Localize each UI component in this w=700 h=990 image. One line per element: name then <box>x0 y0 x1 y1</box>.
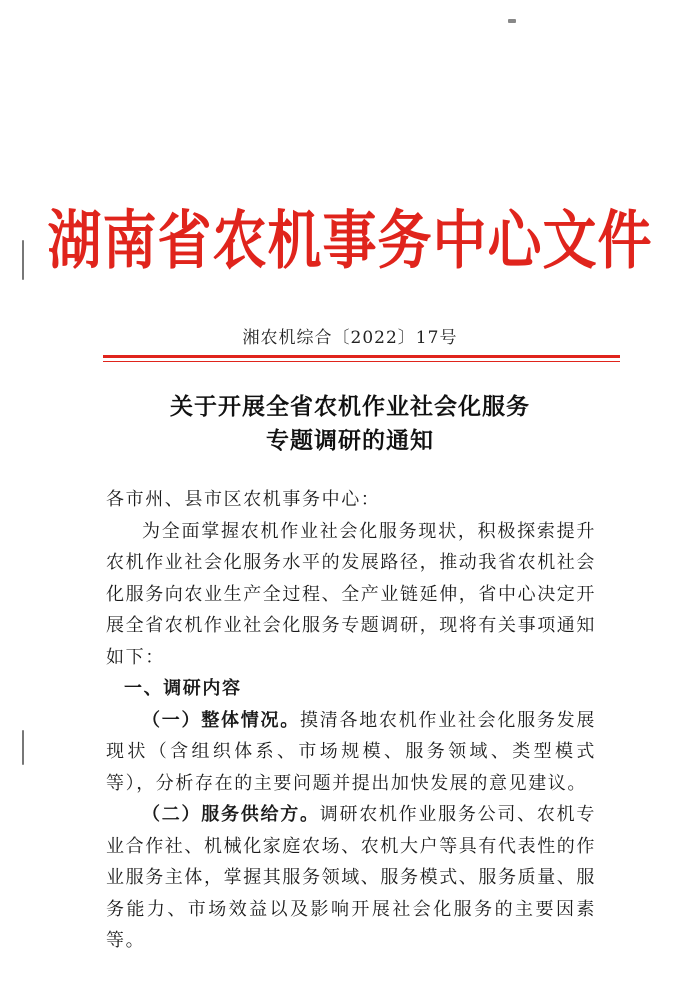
scan-mark <box>508 19 516 23</box>
item-1-text: 摸清各地农机作业社会化服务发展现状（含组织体系、市场规模、服务领域、类型模式等），分析存在的主要问题并提出加快发展的意见建议。 <box>106 709 596 794</box>
addressee: 各市州、县市区农机事务中心： <box>106 489 381 510</box>
notice-title-line-1: 关于开展全省农机作业社会化服务 <box>170 393 530 420</box>
item-2-text: 调研农机作业服务公司、农机专业合作社、机械化家庭农场、农机大户等具有代表性的作业服务主体，掌握其服务领域、服务模式、服务质量、服务能力、市场效益以及影响开展社会化服务的主要因素等。 <box>106 804 596 951</box>
item-1-title: （一）整体情况。 <box>142 709 300 731</box>
red-separator-thick <box>103 355 620 358</box>
content-item-2 <box>106 799 596 957</box>
document-number: 湘农机综合〔2022〕17号 <box>242 328 458 348</box>
binding-hole-mark <box>22 730 24 765</box>
section-heading: 一、调研内容 <box>124 678 242 699</box>
item-2-title: （二）服务供给方。 <box>142 804 320 825</box>
intro-paragraph: 为全面掌握农机作业社会化服务现状，积极探索提升农机作业社会化服务水平的发展路径，推动我省农机社会化服务向农业生产全过程、全产业链延伸，省中心决定开展全省农机作业社会化服务专题调研，现将有关事项通知如下： <box>106 520 596 668</box>
notice-title-line-2: 专题调研的通知 <box>266 427 434 454</box>
red-separator-thin <box>103 361 620 362</box>
document-body <box>106 484 596 957</box>
document-masthead: 湖南省农机事务中心文件 <box>47 203 653 278</box>
content-item-1 <box>106 705 596 800</box>
